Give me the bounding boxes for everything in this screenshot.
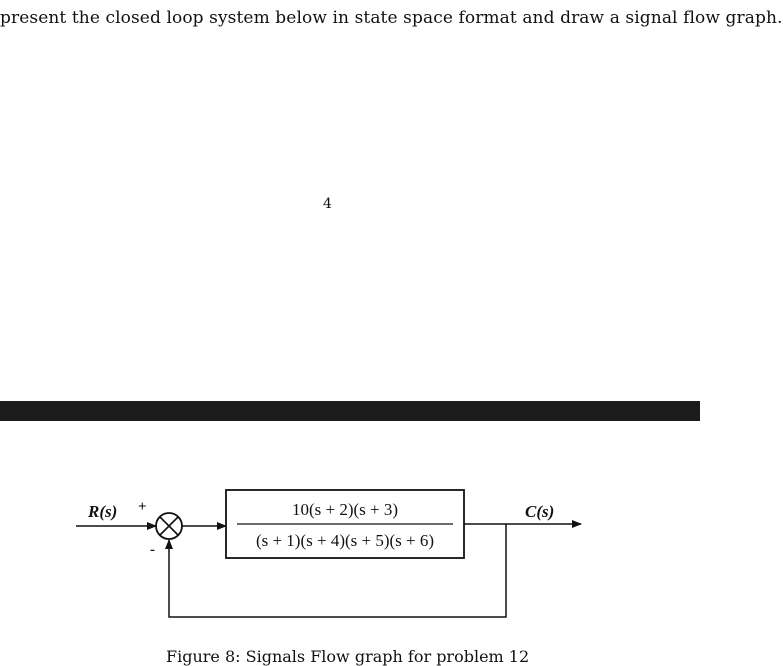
input-label: R(s) bbox=[88, 502, 118, 521]
page-number: 4 bbox=[323, 196, 332, 212]
page-break-bar bbox=[0, 401, 700, 421]
transfer-denominator: (s + 1)(s + 4)(s + 5)(s + 6) bbox=[255, 531, 435, 550]
transfer-numerator: 10(s + 2)(s + 3) bbox=[291, 500, 399, 519]
plus-sign: + bbox=[138, 499, 147, 515]
problem-statement: present the closed loop system below in state space format and draw a signal flow graph. bbox=[0, 8, 783, 28]
minus-sign: - bbox=[150, 542, 155, 558]
summing-junction bbox=[156, 513, 182, 539]
figure-caption: Figure 8: Signals Flow graph for problem 12 bbox=[166, 647, 530, 666]
block-diagram bbox=[0, 460, 700, 650]
output-label: C(s) bbox=[525, 502, 555, 521]
